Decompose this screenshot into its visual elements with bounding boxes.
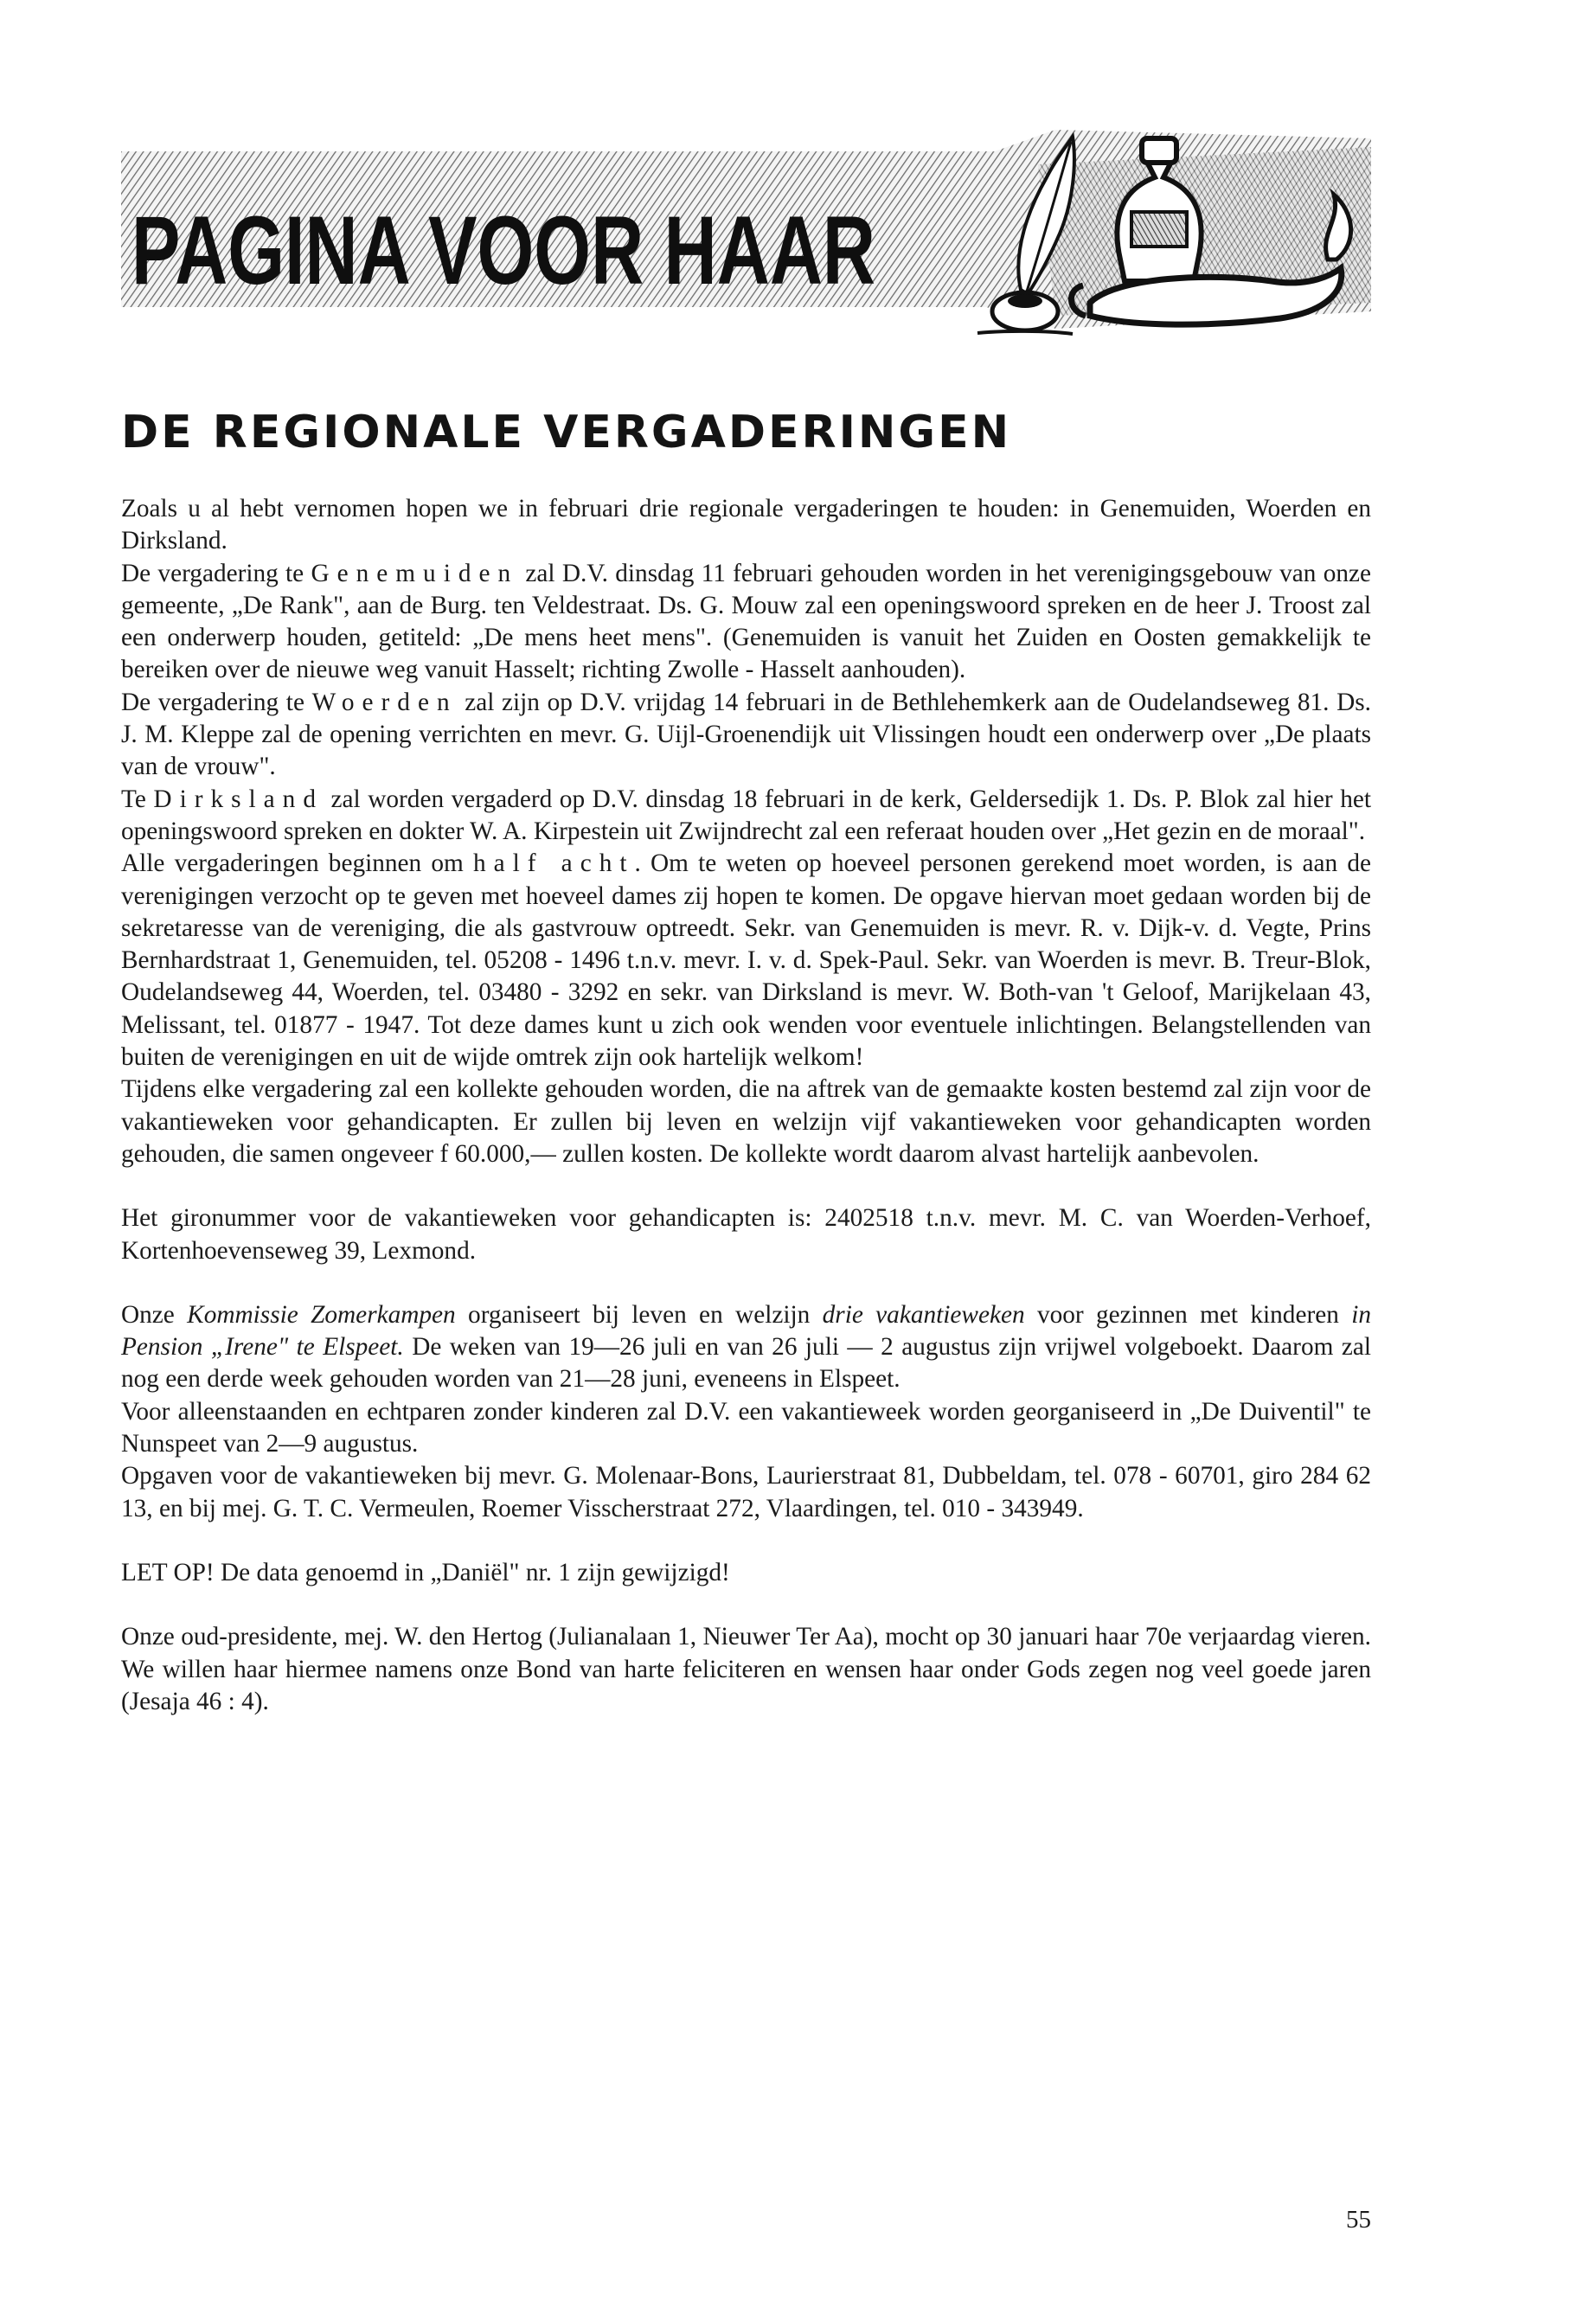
banner-title: PAGINA VOOR HAAR xyxy=(131,196,875,304)
article-body xyxy=(121,493,1371,1718)
page-banner xyxy=(121,130,1371,363)
page-number: 55 xyxy=(1346,2206,1371,2234)
paragraph-gironummer: Het gironummer voor de vakantieweken voor gehandicapten is: 2402518 t.n.v. mevr. M. C. van Woerden-Verhoef, Kortenhoevenseweg 39, Lexmond. xyxy=(121,1204,1371,1265)
banner-illustration xyxy=(121,130,1371,363)
paragraph-intro: Zoals u al hebt vernomen hopen we in februari drie regionale vergaderingen te houden: in Genemuiden, Woerden en Dirksland. De vergadering te Genemuiden zal D.V. dinsdag 11 februari gehouden worden in het verenigingsgebouw van onze gemeente, „De Rank", aan de Burg. ten Veldestraat. Ds. G. Mouw zal een openingswoord spreken en de heer J. Troost zal een onderwerp houden, getiteld: „De mens heet mens". (Genemuiden is vanuit het Zuiden en Oosten gemakkelijk te bereiken over de nieuwe weg vanuit Hasselt; richting Zwolle - Hasselt aanhouden). De vergadering te Woerden zal zijn op D.V. vrijdag 14 februari in de Bethlehemkerk aan de Oudelandseweg 81. Ds. J. M. Kleppe zal de opening verrichten en mevr. G. Uijl-Groenendijk uit Vlissingen houdt een onderwerp over „De plaats van de vrouw". Te Dirksland zal worden vergaderd op D.V. dinsdag 18 februari in de kerk, Geldersedijk 1. Ds. P. Blok zal hier het openingswoord spreken en dokter W. A. Kirpestein uit Zwijndrecht zal een referaat houden over „Het gezin en de moraal". Alle vergaderingen beginnen om half acht. Om te weten op hoeveel personen gerekend moet worden, is aan de verenigingen verzocht op te geven met hoeveel dames zij hopen te komen. De opgave hiervan moet gedaan worden bij de sekretaresse van de vereniging, die als gastvrouw optreedt. Sekr. van Genemuiden is mevr. R. v. Dijk-v. d. Vegte, Prins Bernhardstraat 1, Genemuiden, tel. 05208 - 1496 t.n.v. mevr. I. v. d. Spek-Paul. Sekr. van Woerden is mevr. B. Treur-Blok, Oudelandseweg 44, Woerden, tel. 03480 - 3292 en sekr. van Dirksland is mevr. W. Both-van 't Geloof, Marijkelaan 43, Melissant, tel. 01877 - 1947. Tot deze dames kunt u zich ook wenden voor eventuele inlichtingen. Belangstellenden van buiten de verenigingen en uit de wijde omtrek zijn ook hartelijk welkom! Tijdens elke vergadering zal een kollekte gehouden worden, die na aftrek van de gemaakte kosten bestemd zal zijn voor de vakantieweken voor gehandicapten. Er zullen bij leven en welzijn vijf vakantieweken voor gehandicapten worden gehouden, die samen ongeveer f 60.000,— zullen kosten. De kollekte wordt daarom alvast hartelijk aanbevolen. xyxy=(121,495,1372,1168)
paragraph-let-op: LET OP! De data genoemd in „Daniël" nr. 1 zijn gewijzigd! xyxy=(121,1558,730,1586)
paragraph-felicitatie: Onze oud-presidente, mej. W. den Hertog (Julianalaan 1, Nieuwer Ter Aa), mocht op 30 januari haar 70e verjaardag vieren. We willen haar hiermee namens onze Bond van harte feliciteren en wensen haar onder Gods zegen nog veel goede jaren (Jesaja 46 : 4). xyxy=(121,1623,1371,1715)
paragraph-zomerkampen: Onze Kommissie Zomerkampen organiseert bij leven en welzijn drie vakantieweken voor gezinnen met kinderen in Pension „Irene" te Elspeet. De weken van 19—26 juli en van 26 juli — 2 augustus zijn vrijwel volgeboekt. Daarom zal nog een derde week gehouden worden van 21—28 juni, eveneens in Elspeet. Voor alleenstaanden en echtparen zonder kinderen zal D.V. een vakantieweek worden georganiseerd in „De Duiventil" te Nunspeet van 2—9 augustus. Opgaven voor de vakantieweken bij mevr. G. Molenaar-Bons, Laurierstraat 81, Dubbeldam, tel. 078 - 60701, giro 284 62 13, en bij mej. G. T. C. Vermeulen, Roemer Visscherstraat 272, Vlaardingen, tel. 010 - 343949. xyxy=(121,1300,1371,1522)
article-heading: DE REGIONALE VERGADERINGEN xyxy=(121,407,1012,458)
